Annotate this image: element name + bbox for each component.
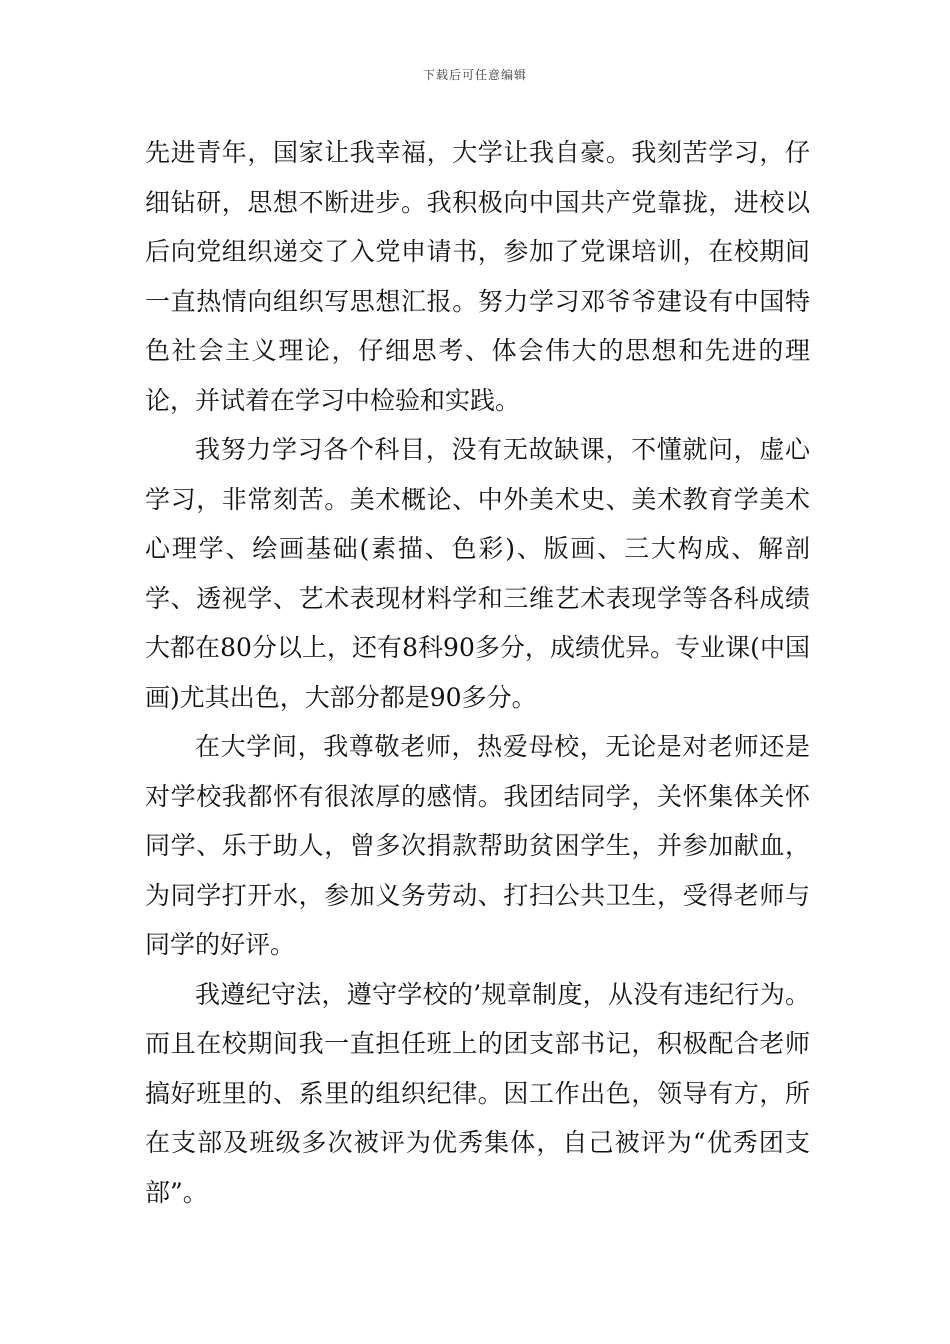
paragraph-4: 我遵纪守法，遵守学校的’规章制度，从没有违纪行为。而且在校期间我一直担任班上的团支部书记，积极配合老师搞好班里的、系里的组织纪律。因工作出色，领导有方，所在支部及班级多次被评为优秀集体，自己被评为“优秀团支部”。 (145, 979, 810, 1207)
paragraph-3: 在大学间，我尊敬老师，热爱母校，无论是对老师还是对学校我都怀有很浓厚的感情。我团结同学，关怀集体关怀同学、乐于助人，曾多次捐款帮助贫困学生，并参加献血，为同学打开水，参加义务劳动、打扫公共卫生，受得老师与同学的好评。 (145, 732, 810, 959)
page-header: 下载后可任意编辑 (422, 68, 527, 82)
paragraph-1: 先进青年，国家让我幸福，大学让我自豪。我刻苦学习，仔细钻研，思想不断进步。我积极向中国共产党靠拢，进校以后向党组织递交了入党申请书，参加了党课培训，在校期间一直热情向组织写思想汇报。努力学习邓爷爷建设有中国特色社会主义理论，仔细思考、体会伟大的思想和先进的理论，并试着在学习中检验和实践。 (145, 138, 810, 415)
paragraph-2: 我努力学习各个科目，没有无故缺课，不懂就问，虚心学习，非常刻苦。美术概论、中外美术史、美术教育学美术心理学、绘画基础(素描、色彩)、版画、三大构成、解剖学、透视学、艺术表现材料学和三维艺术表现学等各科成绩大都在80分以上，还有8科90多分，成绩优异。专业课(中国画)尤其出色，大部分都是90多分。 (145, 435, 810, 712)
document-body (145, 128, 810, 1217)
